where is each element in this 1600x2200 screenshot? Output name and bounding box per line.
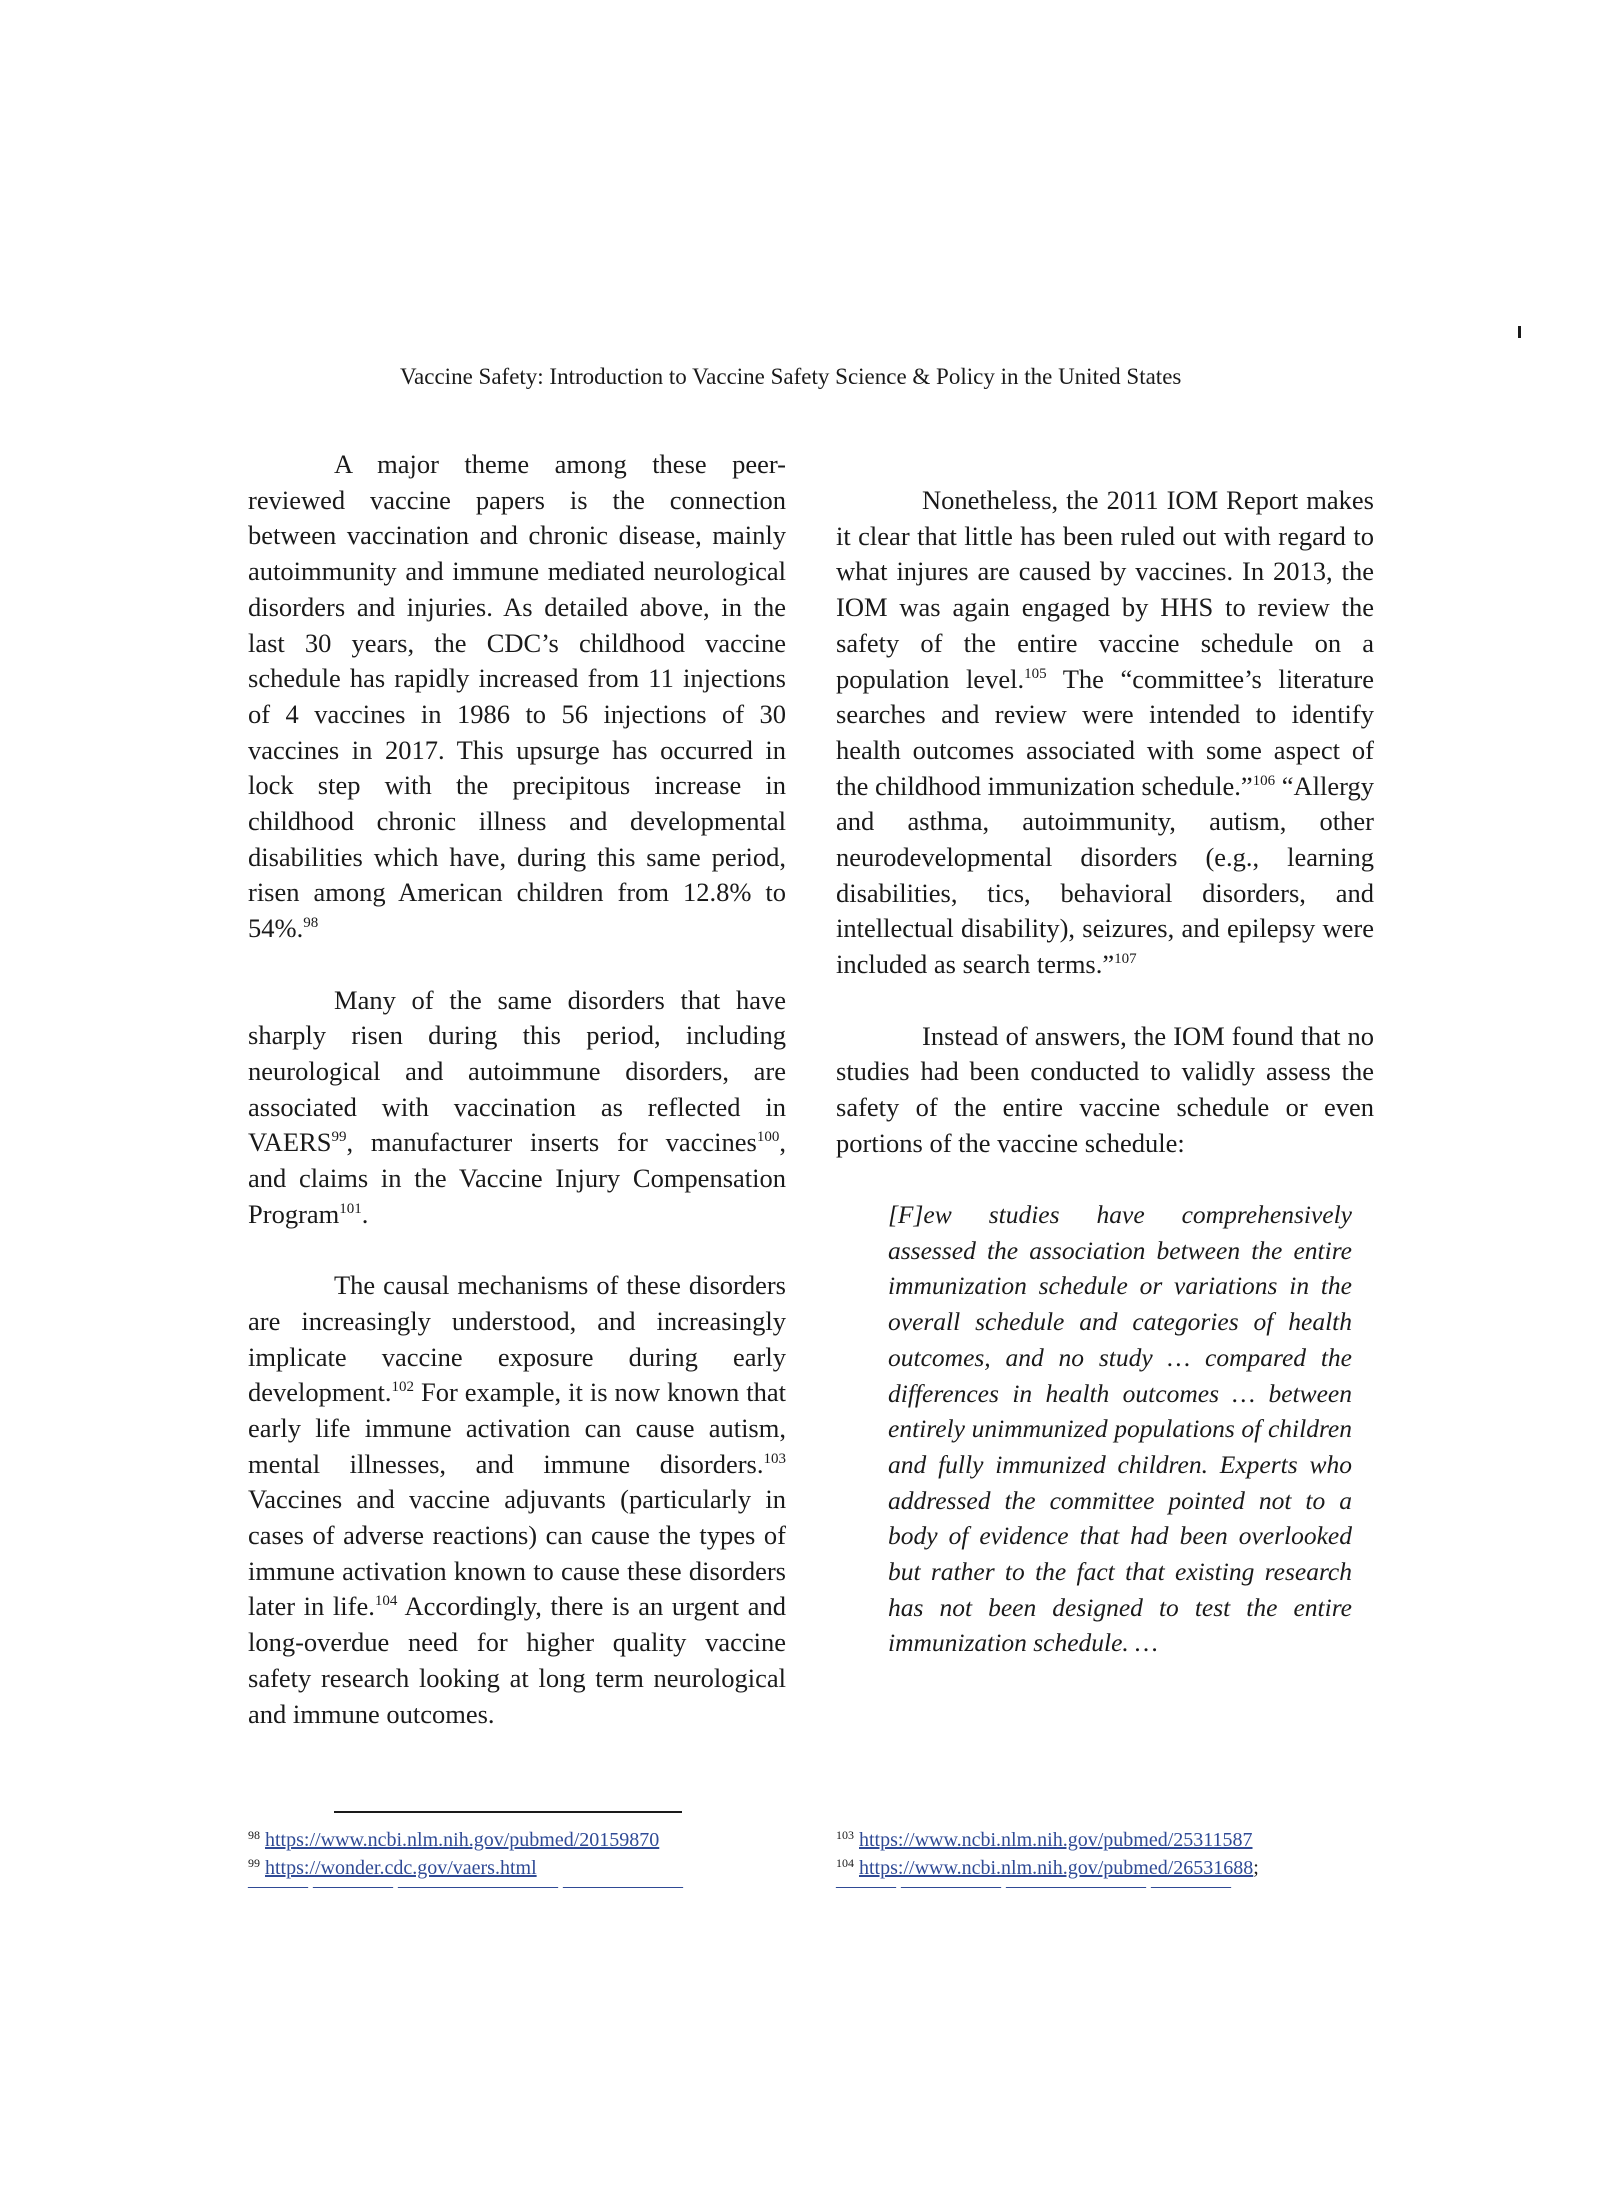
- footnote-ref-105[interactable]: 105: [1024, 665, 1047, 682]
- footnote-98: $^{98}$ https://www.ncbi.nlm.nih.gov/pubmed/20159870: [248, 1828, 660, 1851]
- left-paragraph-2: Many of the same disorders that have sharply risen during this period, including neurological and autoimmune disorders, are associated with vaccination as reflected in VAERS$^{99}$, manufacturer inserts for vaccines$^{100}$, and claims in the Vaccine Injury Compensation Program$^{101}$.: [248, 984, 786, 1229]
- footnote-ref-102[interactable]: 102: [391, 1379, 414, 1396]
- footnote-ref-100[interactable]: 100: [756, 1129, 780, 1146]
- footnote-ref-103[interactable]: 103: [763, 1450, 786, 1467]
- footnote-ref-104[interactable]: 104: [374, 1593, 398, 1610]
- footnote-ref-101[interactable]: 101: [339, 1200, 362, 1217]
- footnote-separator: [334, 1811, 682, 1813]
- footnote-link[interactable]: https://www.ncbi.nlm.nih.gov/pubmed/26531688: [859, 1857, 1254, 1879]
- footnote-ref-99[interactable]: 99: [331, 1129, 347, 1146]
- footnote-104: $^{104}$ https://www.ncbi.nlm.nih.gov/pubmed/26531688;: [836, 1856, 1259, 1879]
- left-column: [248, 447, 786, 1732]
- footnote-ref-98[interactable]: 98: [303, 915, 319, 932]
- right-paragraph-1: Nonetheless, the 2011 IOM Report makes it clear that little has been ruled out with regard to what injures are caused by vaccines. In 2013, the IOM was again engaged by HHS to review the safety of the entire vaccine schedule on a population level.$^{105}$ The “committee’s literature searches and review were intended to identify health outcomes associated with some aspect of the childhood immunization schedule.”$^{106}$ “Allergy and asthma, autoimmunity, autism, other neurodevelopmental disorders (e.g., learning disabilities, tics, behavioral disorders, and intellectual disability), seizures, and epilepsy were included as search terms.”$^{107}$: [836, 485, 1374, 980]
- footnote-ref-106[interactable]: 106: [1252, 772, 1276, 789]
- left-paragraph-1: A major theme among these peer-reviewed vaccine papers is the connection between vaccination and chronic disease, mainly autoimmunity and immune mediated neurological disorders and injuries. As detailed above, in the last 30 years, the CDC’s childhood vaccine schedule has rapidly increased from 11 injections of 4 vaccines in 1986 to 56 injections of 30 vaccines in 2017. This upsurge has occurred in lock step with the precipitous increase in childhood chronic illness and developmental disabilities which have, during this same period, risen among American children from 12.8% to 54%.$^{98}$: [248, 449, 786, 944]
- footnote-link[interactable]: https://www.ncbi.nlm.nih.gov/pubmed/25311587: [859, 1829, 1253, 1851]
- page-edge-mark: [1518, 326, 1521, 338]
- right-paragraph-2: Instead of answers, the IOM found that no studies had been conducted to validly assess the safety of the entire vaccine schedule or even portions of the vaccine schedule:: [836, 1020, 1374, 1158]
- right-column: [836, 483, 1374, 1661]
- iom-block-quote: [F]ew studies have comprehensively assessed the association between the entire immunization schedule or variations in the overall schedule and categories of health outcomes, and no study … compared the differences in health outcomes … between entirely unimmunized populations of children and fully immunized children. Experts who addressed the committee pointed not to a body of evidence that had been overlooked but rather to the fact that existing research has not been designed to test the entire immunization schedule. …: [888, 1200, 1352, 1658]
- footnote-103: $^{103}$ https://www.ncbi.nlm.nih.gov/pubmed/25311587: [836, 1828, 1253, 1851]
- footnote-link[interactable]: https://wonder.cdc.gov/vaers.html: [265, 1857, 537, 1879]
- clipped-footnote-strip: [90, 1872, 1530, 1897]
- footnote-99: $^{99}$ https://wonder.cdc.gov/vaers.html: [248, 1856, 537, 1879]
- footnote-link[interactable]: https://www.ncbi.nlm.nih.gov/pubmed/20159870: [265, 1829, 660, 1851]
- clipped-footnote-left: ——— ———— ———————— ——————: [248, 1875, 683, 1897]
- running-header: Vaccine Safety: Introduction to Vaccine Safety Science & Policy in the United States: [400, 364, 1182, 389]
- footnote-ref-107[interactable]: 107: [1114, 951, 1137, 968]
- clipped-footnote-right: ——— ————— ——————— ————: [836, 1875, 1231, 1897]
- left-paragraph-3: The causal mechanisms of these disorders are increasingly understood, and increasingly implicate vaccine exposure during early development.$^{102}$ For example, it is now known that early life immune activation can cause autism, mental illnesses, and immune disorders.$^{103}$ Vaccines and vaccine adjuvants (particularly in cases of adverse reactions) can cause the types of immune activation known to cause these disorders later in life.$^{104}$ Accordingly, there is an urgent and long-overdue need for higher quality vaccine safety research looking at long term neurological and immune outcomes.: [248, 1270, 786, 1729]
